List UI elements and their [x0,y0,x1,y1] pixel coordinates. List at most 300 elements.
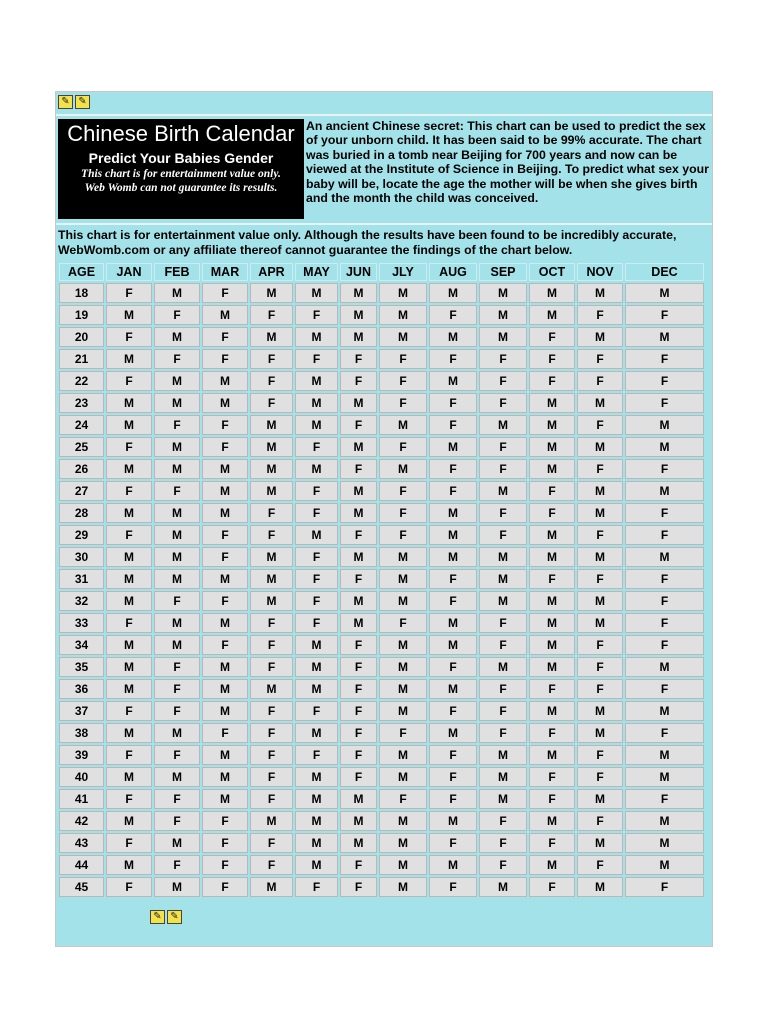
table-row [59,371,704,391]
gender-cell: F [250,855,293,875]
table-row [59,393,704,413]
age-cell: 43 [59,833,104,853]
gender-cell: M [577,327,623,347]
gender-cell: M [529,635,575,655]
table-row [59,745,704,765]
gender-cell: M [625,767,704,787]
gender-cell: F [429,877,477,897]
gender-cell: F [577,371,623,391]
gender-cell: M [250,415,293,435]
gender-cell: M [379,745,427,765]
gender-cell: F [429,393,477,413]
gender-cell: F [429,745,477,765]
gender-cell: M [250,877,293,897]
table-row [59,349,704,369]
table-row [59,459,704,479]
gender-cell: F [577,305,623,325]
gender-cell: F [250,393,293,413]
gender-cell: M [106,547,152,567]
gender-cell: M [479,305,527,325]
column-header-jan: JAN [106,263,152,281]
gender-cell: F [577,635,623,655]
gender-cell: F [379,349,427,369]
divider [56,114,712,116]
gender-cell: F [529,679,575,699]
gender-cell: M [202,767,248,787]
gender-cell: F [625,635,704,655]
age-cell: 35 [59,657,104,677]
gender-cell: M [250,437,293,457]
gender-cell: M [250,591,293,611]
table-row [59,481,704,501]
gender-cell: M [479,327,527,347]
table-row [59,635,704,655]
gender-cell: M [154,613,200,633]
table-row [59,833,704,853]
gender-cell: M [479,591,527,611]
description-text: An ancient Chinese secret: This chart can be used to predict the sex of your unborn child. It has been said to be 99% accurate. The chart was buried in a tomb near Beijing for 700 years and now can be viewed at the Institute of Science in Beijing. To predict what sex your baby will be, locate the age the mother will be when she gives birth and the month the child was conceived. [306,119,709,206]
gender-cell: F [202,833,248,853]
gender-cell: F [577,525,623,545]
age-cell: 31 [59,569,104,589]
gender-cell: F [250,503,293,523]
age-cell: 28 [59,503,104,523]
gender-cell: M [379,415,427,435]
gender-cell: F [625,459,704,479]
gender-cell: F [479,459,527,479]
gender-cell: M [202,701,248,721]
gender-cell: M [340,833,377,853]
gender-cell: F [479,723,527,743]
column-header-mar: MAR [202,263,248,281]
gender-cell: F [429,305,477,325]
age-cell: 41 [59,789,104,809]
gender-cell: M [250,283,293,303]
gender-cell: M [106,855,152,875]
gender-cell: F [340,855,377,875]
gender-cell: M [429,327,477,347]
gender-cell: M [250,569,293,589]
gender-cell: F [340,745,377,765]
table-row [59,701,704,721]
gender-cell: F [429,767,477,787]
gender-cell: M [379,591,427,611]
gender-cell: F [340,371,377,391]
gender-cell: F [202,591,248,611]
gender-cell: F [340,767,377,787]
gender-cell: M [379,283,427,303]
gender-cell: F [295,591,338,611]
gender-cell: F [577,415,623,435]
age-cell: 37 [59,701,104,721]
gender-cell: M [625,833,704,853]
table-body [59,283,704,897]
gender-cell: M [154,723,200,743]
gender-cell: M [625,437,704,457]
gender-cell: F [479,613,527,633]
gender-cell: F [625,371,704,391]
table-row [59,327,704,347]
gender-cell: F [529,481,575,501]
gender-cell: M [429,525,477,545]
gender-cell: F [106,701,152,721]
column-header-dec: DEC [625,263,704,281]
bottom-icon-group [150,910,182,926]
gender-cell: M [250,459,293,479]
gender-cell: M [154,569,200,589]
table-row [59,305,704,325]
gender-cell: M [295,811,338,831]
gender-cell: M [577,547,623,567]
gender-cell: M [106,305,152,325]
gender-cell: F [202,415,248,435]
gender-cell: F [429,569,477,589]
gender-cell: M [295,657,338,677]
gender-cell: M [340,811,377,831]
gender-cell: F [625,591,704,611]
table-row [59,525,704,545]
gender-cell: M [154,635,200,655]
gender-cell: M [577,591,623,611]
gender-cell: M [106,591,152,611]
gender-cell: M [295,327,338,347]
gender-cell: F [625,305,704,325]
scroll-icon[interactable]: ✎ [150,910,165,924]
gender-cell: F [625,613,704,633]
gender-cell: F [106,327,152,347]
gender-cell: F [106,481,152,501]
gender-cell: F [295,745,338,765]
gender-cell: M [577,701,623,721]
gender-cell: M [106,657,152,677]
gender-cell: F [340,635,377,655]
age-cell: 22 [59,371,104,391]
age-cell: 34 [59,635,104,655]
gender-cell: F [250,745,293,765]
gender-cell: F [250,701,293,721]
gender-cell: F [202,811,248,831]
gender-cell: F [479,811,527,831]
gender-cell: M [625,547,704,567]
gender-cell: M [202,503,248,523]
gender-cell: M [379,327,427,347]
gender-cell: F [154,657,200,677]
age-cell: 39 [59,745,104,765]
disclaimer-text: This chart is for entertainment value only. Although the results have been found to be incredibly accurate, WebWomb.com or any affiliate thereof cannot guarantee the findings of the chart below. [58,228,677,257]
table-row [59,591,704,611]
gender-cell: F [379,481,427,501]
gender-cell: M [295,635,338,655]
gender-cell: M [154,547,200,567]
age-cell: 20 [59,327,104,347]
gender-cell: F [625,349,704,369]
gender-cell: F [379,393,427,413]
gender-cell: M [379,855,427,875]
table-row [59,437,704,457]
gender-cell: M [154,459,200,479]
age-cell: 24 [59,415,104,435]
gender-cell: F [340,415,377,435]
gender-cell: M [577,503,623,523]
gender-cell: M [577,613,623,633]
gender-cell: F [529,767,575,787]
gender-cell: M [429,371,477,391]
gender-cell: M [295,855,338,875]
gender-cell: F [202,877,248,897]
gender-cell: F [154,349,200,369]
gender-cell: F [625,525,704,545]
gender-cell: M [154,877,200,897]
gender-cell: M [625,283,704,303]
gender-cell: M [429,283,477,303]
gender-cell: M [340,591,377,611]
gender-cell: M [106,415,152,435]
column-header-oct: OCT [529,263,575,281]
table-row [59,283,704,303]
gender-cell: F [429,459,477,479]
gender-cell: F [429,349,477,369]
gender-cell: M [625,327,704,347]
gender-cell: F [202,723,248,743]
table-row [59,569,704,589]
age-cell: 42 [59,811,104,831]
gender-cell: F [202,855,248,875]
column-header-jly: JLY [379,263,427,281]
gender-cell: M [202,481,248,501]
gender-cell: M [295,371,338,391]
gender-cell: M [202,393,248,413]
gender-cell: M [529,415,575,435]
gender-cell: M [479,481,527,501]
gender-cell: M [154,437,200,457]
gender-cell: F [250,723,293,743]
gender-cell: F [295,701,338,721]
gender-cell: M [295,767,338,787]
gender-cell: M [106,569,152,589]
gender-cell: M [529,657,575,677]
gender-cell: M [154,833,200,853]
gender-cell: F [577,855,623,875]
column-header-feb: FEB [154,263,200,281]
gender-cell: F [340,679,377,699]
gender-cell: M [250,481,293,501]
gender-cell: M [202,679,248,699]
gender-cell: M [529,283,575,303]
age-cell: 18 [59,283,104,303]
gender-cell: M [479,569,527,589]
gender-cell: F [479,503,527,523]
gender-cell: F [479,701,527,721]
column-header-age: AGE [59,263,104,281]
title-block [58,119,304,219]
gender-cell: M [106,349,152,369]
gender-cell: F [250,657,293,677]
age-cell: 26 [59,459,104,479]
gender-cell: F [106,437,152,457]
page-subtitle: Predict Your Babies Gender [88,150,274,166]
gender-cell: F [295,305,338,325]
gender-cell: F [106,613,152,633]
page-title: Chinese Birth Calendar [67,121,295,146]
gender-cell: M [379,679,427,699]
scroll-icon[interactable]: ✎ [167,910,182,924]
gender-cell: F [154,855,200,875]
gender-cell: M [429,855,477,875]
gender-cell: M [577,723,623,743]
column-header-aug: AUG [429,263,477,281]
gender-cell: M [625,811,704,831]
gender-cell: F [106,745,152,765]
gender-cell: F [379,789,427,809]
gender-cell: F [529,723,575,743]
gender-cell: F [250,371,293,391]
gender-cell: M [479,547,527,567]
gender-cell: M [154,393,200,413]
gender-cell: M [529,525,575,545]
age-cell: 19 [59,305,104,325]
gender-cell: F [202,327,248,347]
gender-cell: F [577,767,623,787]
age-cell: 25 [59,437,104,457]
gender-cell: M [106,393,152,413]
gender-cell: M [250,811,293,831]
gender-cell: M [154,327,200,347]
top-icon-group [58,95,90,111]
gender-cell: F [250,613,293,633]
gender-cell: F [529,569,575,589]
gender-cell: F [250,525,293,545]
gender-cell: F [379,723,427,743]
gender-cell: M [340,613,377,633]
gender-cell: M [429,811,477,831]
gender-cell: M [202,657,248,677]
gender-cell: F [625,789,704,809]
gender-cell: M [250,327,293,347]
gender-cell: F [429,789,477,809]
gender-cell: F [340,525,377,545]
gender-cell: F [379,437,427,457]
gender-cell: F [625,393,704,413]
table-row [59,877,704,897]
gender-cell: M [340,327,377,347]
gender-cell: F [250,305,293,325]
gender-cell: F [479,349,527,369]
gender-cell: M [340,283,377,303]
gender-cell: M [529,613,575,633]
calendar-sheet [55,91,713,947]
gender-cell: F [340,349,377,369]
column-header-nov: NOV [577,263,623,281]
gender-cell: F [479,679,527,699]
gender-cell: F [106,371,152,391]
gender-cell: M [340,393,377,413]
gender-cell: F [295,877,338,897]
gender-cell: M [295,679,338,699]
table-row [59,723,704,743]
gender-cell: F [340,569,377,589]
gender-cell: M [295,723,338,743]
gender-cell: M [625,415,704,435]
gender-cell: F [340,459,377,479]
age-cell: 23 [59,393,104,413]
gender-cell: M [295,415,338,435]
gender-cell: F [577,679,623,699]
gender-cell: M [479,415,527,435]
gender-cell: M [106,503,152,523]
gender-cell: M [340,789,377,809]
gender-cell: F [202,635,248,655]
gender-cell: F [154,415,200,435]
age-cell: 33 [59,613,104,633]
gender-cell: F [295,547,338,567]
gender-cell: F [529,327,575,347]
gender-cell: M [529,305,575,325]
gender-cell: M [529,459,575,479]
gender-cell: M [479,789,527,809]
gender-cell: F [529,833,575,853]
gender-cell: M [250,679,293,699]
gender-cell: F [379,613,427,633]
gender-cell: M [202,745,248,765]
gender-cell: F [577,745,623,765]
gender-cell: F [429,481,477,501]
scroll-icon[interactable]: ✎ [75,95,90,109]
gender-cell: M [340,503,377,523]
scroll-icon[interactable]: ✎ [58,95,73,109]
gender-cell: F [295,503,338,523]
gender-cell: F [379,525,427,545]
gender-cell: F [154,789,200,809]
age-cell: 27 [59,481,104,501]
gender-cell: F [106,525,152,545]
gender-cell: F [154,701,200,721]
gender-cell: F [154,591,200,611]
gender-cell: F [202,283,248,303]
age-cell: 40 [59,767,104,787]
gender-cell: M [106,723,152,743]
gender-cell: M [340,437,377,457]
gender-cell: M [295,525,338,545]
table-row [59,503,704,523]
gender-cell: F [295,481,338,501]
gender-cell: F [106,789,152,809]
gender-cell: M [529,745,575,765]
gender-cell: F [295,437,338,457]
column-header-sep: SEP [479,263,527,281]
gender-cell: M [479,767,527,787]
age-cell: 30 [59,547,104,567]
gender-cell: M [529,855,575,875]
gender-cell: F [295,613,338,633]
gender-cell: M [340,481,377,501]
gender-cell: M [379,547,427,567]
gender-cell: F [479,393,527,413]
age-cell: 38 [59,723,104,743]
gender-cell: F [250,789,293,809]
gender-cell: M [379,635,427,655]
table-row [59,811,704,831]
table-row [59,613,704,633]
entertainment-note: This chart is for entertainment value only. [81,168,281,180]
gender-cell: M [154,503,200,523]
table-row [59,767,704,787]
gender-cell: M [529,811,575,831]
gender-cell: F [429,657,477,677]
gender-cell: M [202,569,248,589]
gender-cell: M [479,283,527,303]
gender-cell: F [529,349,575,369]
gender-cell: F [577,569,623,589]
